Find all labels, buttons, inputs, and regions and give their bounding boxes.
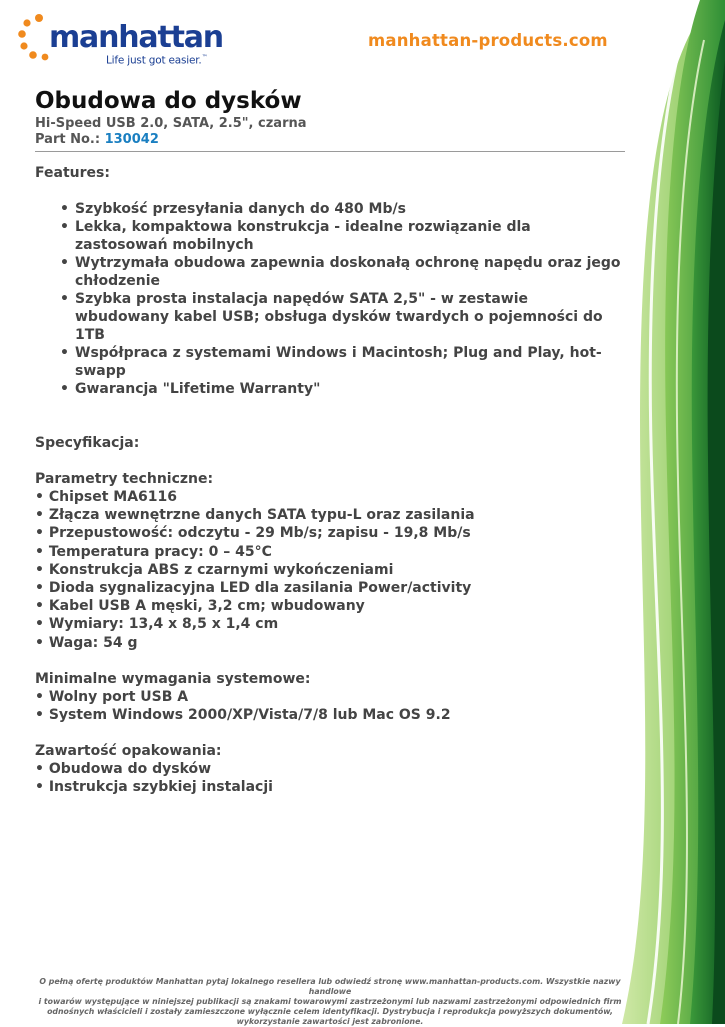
list-item: • Wytrzymała obudowa zapewnia doskonałą ochronę napędu oraz jego chłodzenie: [75, 254, 625, 290]
header-divider: [35, 151, 625, 152]
part-number-value: 130042: [104, 132, 159, 147]
list-item: • Wymiary: 13,4 x 8,5 x 1,4 cm: [35, 616, 279, 633]
list-item: • Złącza wewnętrzne danych SATA typu-L oraz zasilania: [35, 507, 475, 524]
legal-footer: [30, 977, 630, 1027]
product-subtitle: Hi-Speed USB 2.0, SATA, 2.5", czarna: [35, 116, 307, 131]
list-item: • Chipset MA6116: [35, 489, 178, 505]
technical-heading: Parametry techniczne:: [35, 471, 214, 487]
list-item: • System Windows 2000/XP/Vista/7/8 lub Mac OS 9.2: [35, 707, 451, 724]
footer-line: O pełną ofertę produktów Manhattan pytaj lokalnego resellera lub odwiedź stronę www.manhattan-products.com. Wszystkie nazwy handlowe: [39, 977, 621, 996]
list-item: • Kabel USB A męski, 3,2 cm; wbudowany: [35, 598, 365, 615]
footer-line: odnośnych właścicieli i zostały zamieszczone wyłącznie celem identyfikacji. Dystrybucja i reprodukcja powyższych dokumentów,: [47, 1007, 613, 1016]
list-item: • Wolny port USB A: [35, 688, 189, 705]
list-item: • Dioda sygnalizacyjna LED dla zasilania Power/activity: [35, 580, 472, 597]
technical-list: [35, 488, 625, 652]
requirements-list: [35, 688, 625, 724]
logo-wordmark: manhattan: [49, 20, 223, 55]
list-item: • Temperatura pracy: 0 – 45°C: [35, 543, 272, 560]
list-item: • Szybka prosta instalacja napędów SATA 2,5" - w zestawie wbudowany kabel USB; obsługa dysków twardych o pojemności do 1TB: [75, 290, 625, 344]
specs-heading: Specyfikacja:: [35, 435, 140, 451]
manhattan-logo: [17, 13, 223, 67]
requirements-heading: Minimalne wymagania systemowe:: [35, 670, 311, 687]
website-url: manhattan-products.com: [368, 31, 608, 50]
package-heading: Zawartość opakowania:: [35, 743, 222, 760]
list-item: • Instrukcja szybkiej instalacji: [35, 779, 273, 796]
product-sheet: [35, 86, 625, 797]
logo-tagline: Life just got easier.™: [106, 54, 208, 67]
page-title: Obudowa do dysków: [35, 88, 302, 114]
list-item: • Konstrukcja ABS z czarnymi wykończeniami: [35, 561, 394, 578]
list-item: • Przepustowość: odczytu - 29 Mb/s; zapisu - 19,8 Mb/s: [35, 525, 471, 542]
features-list: [35, 200, 625, 398]
footer-line: i towarów występujące w niniejszej publikacji są znakami towarowymi zastrzeżonymi lub nazwami zastrzeżonymi odpowiednich firm: [38, 997, 622, 1006]
part-number: [35, 132, 625, 148]
list-item: • Lekka, kompaktowa konstrukcja - idealne rozwiązanie dla zastosowań mobilnych: [75, 218, 625, 254]
list-item: • Gwarancja "Lifetime Warranty": [75, 380, 625, 398]
list-item: • Obudowa do dysków: [35, 761, 212, 778]
features-heading: Features:: [35, 165, 110, 181]
list-item: • Współpraca z systemami Windows i Macintosh; Plug and Play, hot-swapp: [75, 344, 625, 380]
part-number-label: Part No.:: [35, 132, 101, 147]
list-item: • Szybkość przesyłania danych do 480 Mb/s: [75, 200, 625, 218]
list-item: • Waga: 54 g: [35, 634, 138, 651]
package-list: [35, 760, 625, 796]
footer-line: wykorzystanie zawartości jest zabronione.: [236, 1017, 424, 1026]
